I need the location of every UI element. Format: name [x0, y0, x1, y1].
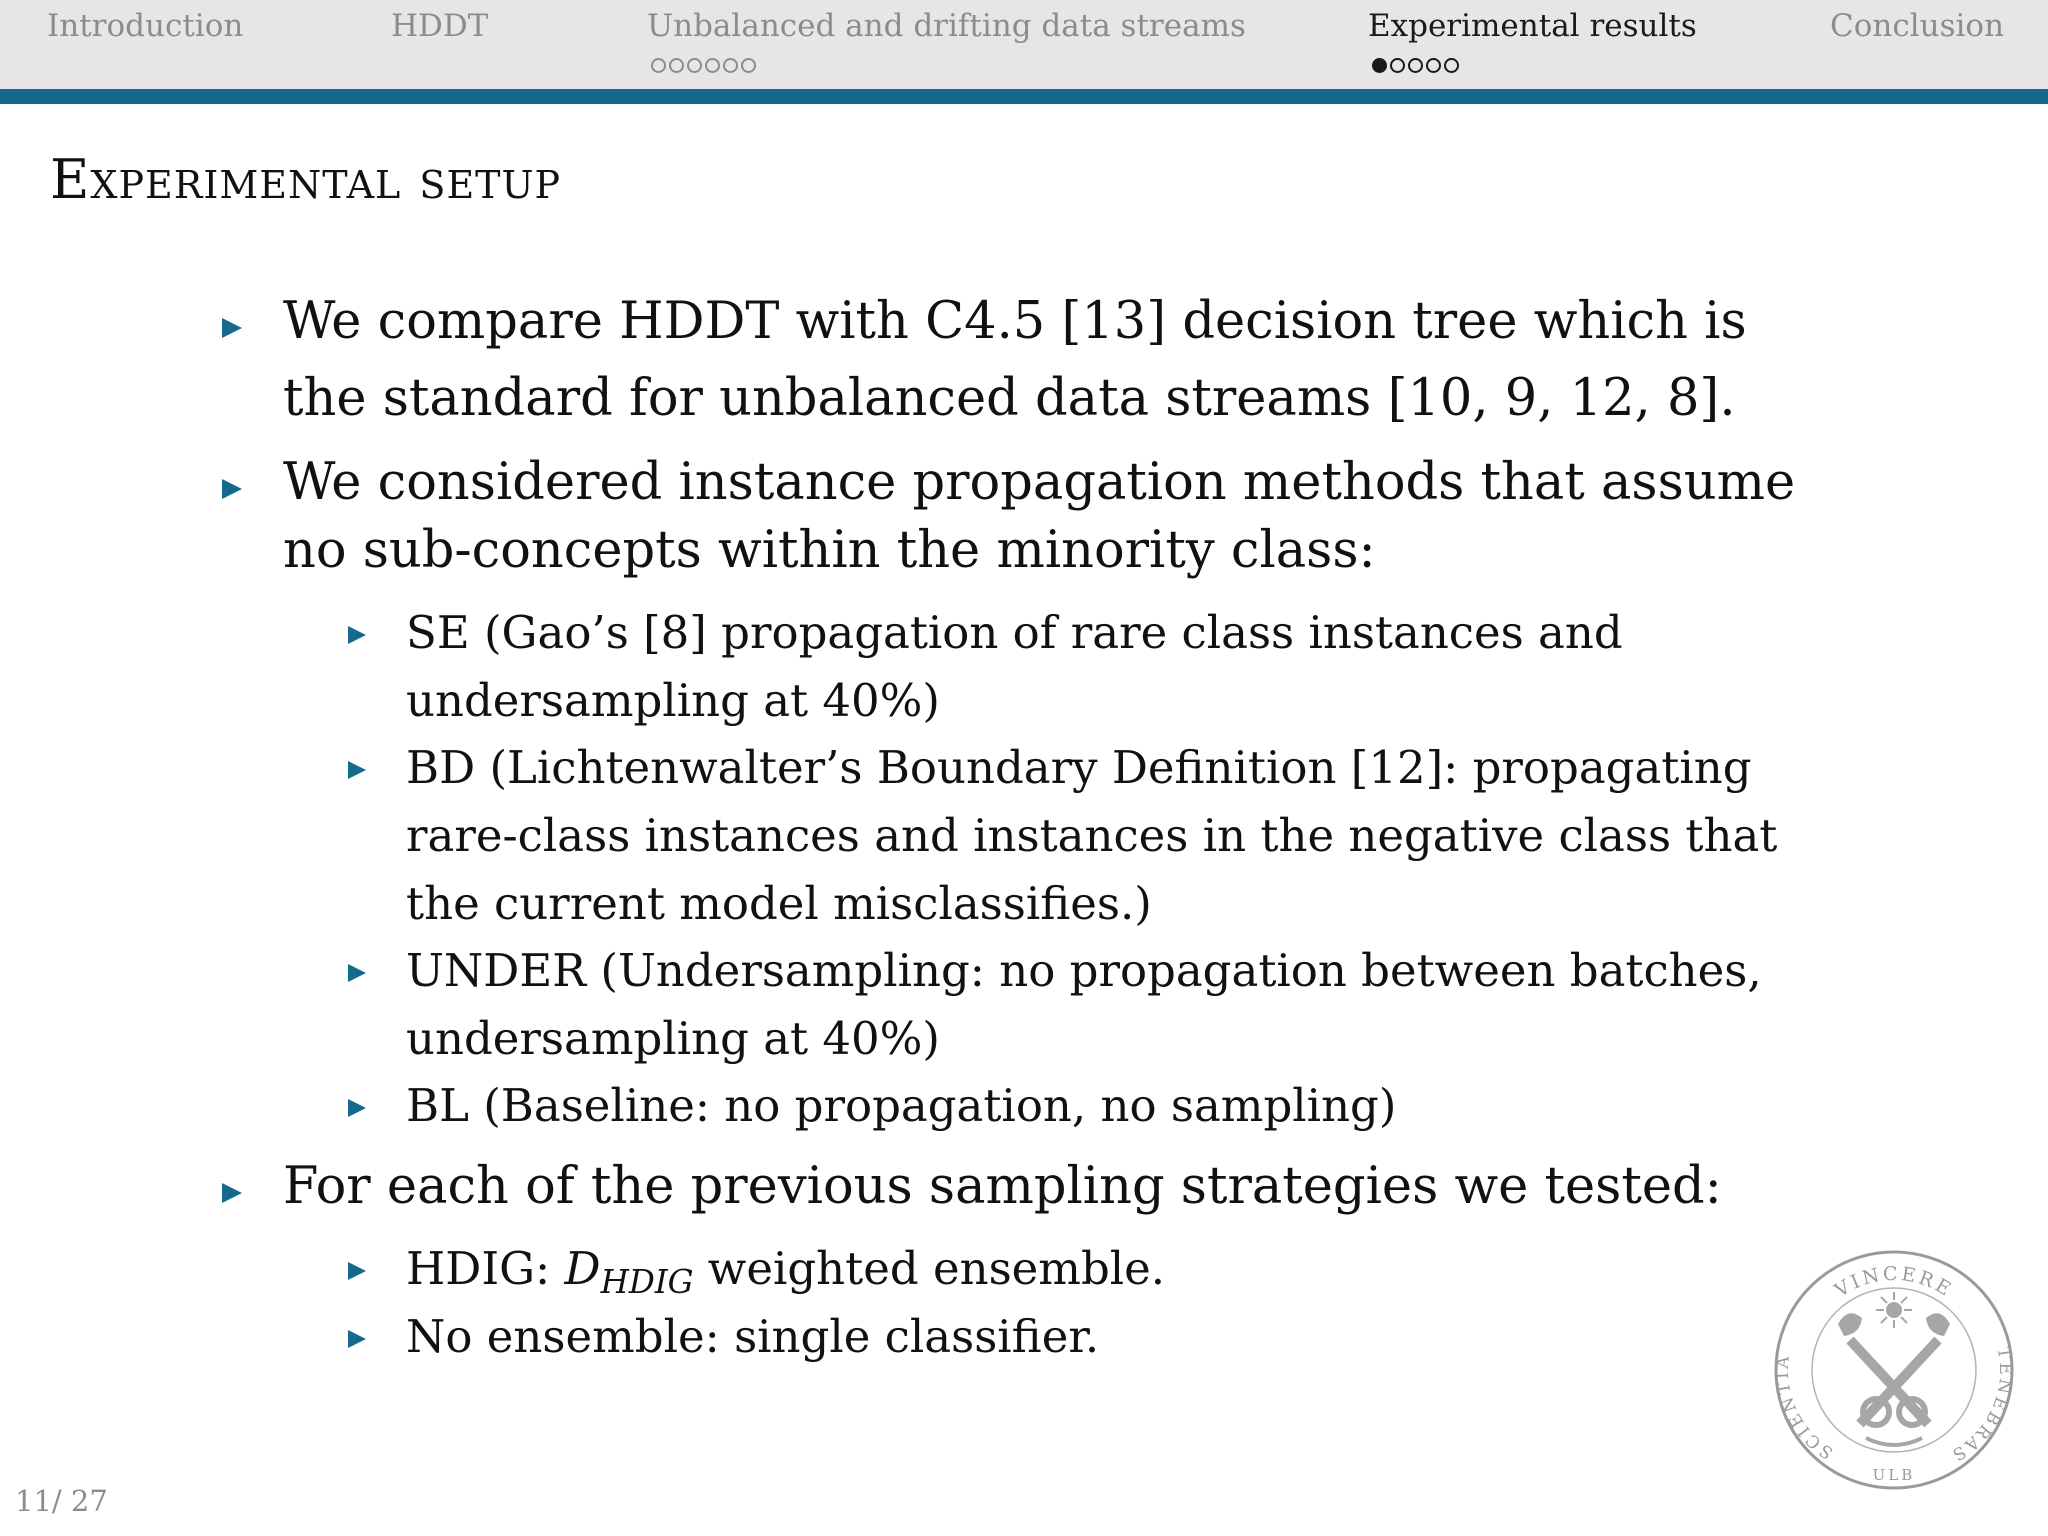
nav-section-introduction[interactable]: Introduction [47, 8, 244, 44]
nav-section-hddt[interactable]: HDDT [391, 8, 489, 44]
triangle-bullet-icon [222, 318, 242, 338]
svg-text:TENEBRAS [1946, 1346, 2015, 1466]
hdig-prefix: HDIG: [406, 1242, 565, 1295]
sub-bullet-line: undersampling at 40%) [406, 674, 940, 727]
sub-bullet-line: BL (Baseline: no propagation, no sampling) [406, 1079, 1397, 1132]
slide-title: Experimental setup [50, 148, 562, 211]
nav-section-unbalanced-drifting[interactable]: Unbalanced and drifting data streams [647, 8, 1246, 44]
nav-slide-dot[interactable] [687, 58, 702, 73]
sub-bullet-line: UNDER (Undersampling: no propagation between batches, [406, 944, 1762, 997]
sub-bullet-line: No ensemble: single classifier. [406, 1310, 1100, 1363]
sub-bullet-line: BD (Lichtenwalter’s Boundary Definition [12]: propagating [406, 741, 1752, 794]
triangle-bullet-icon [222, 1183, 242, 1203]
nav-slide-dot[interactable] [1426, 58, 1441, 73]
nav-slide-dot[interactable] [741, 58, 756, 73]
navigation-accent-rule [0, 89, 2048, 104]
hdig-suffix: weighted ensemble. [693, 1242, 1166, 1295]
nav-slide-dot[interactable] [1444, 58, 1459, 73]
seal-motto-left: SCIENTIA [1772, 1352, 1837, 1463]
nav-slide-dot[interactable] [651, 58, 666, 73]
sub-bullet-line: rare-class instances and instances in the negative class that [406, 809, 1778, 862]
d-hdig-subscript: HDIG [600, 1263, 694, 1302]
sub-bullet-line: undersampling at 40%) [406, 1012, 940, 1065]
sub-bullet-line [406, 1242, 1165, 1301]
section-navigation-bar [0, 0, 2048, 89]
sub-bullet-line: SE (Gao’s [8] propagation of rare class instances and [406, 606, 1623, 659]
triangle-bullet-icon [348, 964, 366, 982]
nav-slide-dot[interactable] [1372, 58, 1387, 73]
ulb-seal-logo [1772, 1248, 2016, 1492]
triangle-bullet-icon [348, 1099, 366, 1117]
sub-bullet-line: the current model misclassifies.) [406, 877, 1152, 930]
triangle-bullet-icon [348, 1262, 366, 1280]
nav-slide-dot[interactable] [705, 58, 720, 73]
seal-motto-top: VINCERE [1831, 1262, 1957, 1302]
bullet-line: no sub-concepts within the minority class: [283, 521, 1376, 580]
nav-section-conclusion[interactable]: Conclusion [1830, 8, 2005, 44]
nav-section-experimental-results[interactable]: Experimental results [1368, 8, 1697, 44]
triangle-bullet-icon [348, 626, 366, 644]
seal-label: ULB [1872, 1466, 1916, 1484]
triangle-bullet-icon [222, 479, 242, 499]
triangle-bullet-icon [348, 761, 366, 779]
d-hdig-symbol: $D_{HDIG}$ [564, 1242, 694, 1302]
svg-text:SCIENTIA [1773, 1352, 1837, 1462]
bullet-line: For each of the previous sampling strategies we tested: [283, 1157, 1722, 1216]
triangle-bullet-icon [348, 1330, 366, 1348]
bullet-line: We considered instance propagation methods that assume [283, 453, 1796, 512]
nav-dots-experimental-results [1372, 58, 1459, 73]
bullet-line: the standard for unbalanced data streams [10, 9, 12, 8]. [283, 369, 1736, 428]
nav-slide-dot[interactable] [1390, 58, 1405, 73]
bullet-line: We compare HDDT with C4.5 [13] decision tree which is [283, 292, 1747, 351]
nav-dots-unbalanced-drifting [651, 58, 756, 73]
nav-slide-dot[interactable] [723, 58, 738, 73]
seal-motto-right: TENEBRAS [1946, 1345, 2016, 1466]
nav-slide-dot[interactable] [669, 58, 684, 73]
nav-slide-dot[interactable] [1408, 58, 1423, 73]
page-number: 11/ 27 [15, 1484, 108, 1518]
